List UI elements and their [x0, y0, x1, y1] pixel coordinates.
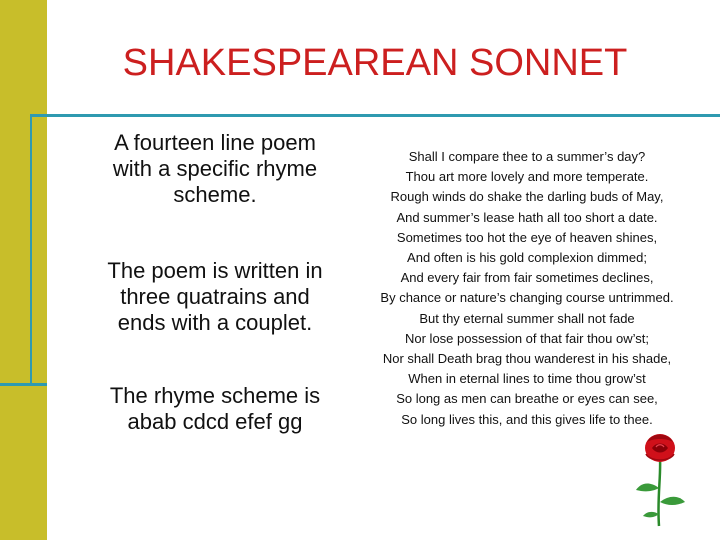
- bullet-rhyme-scheme: The rhyme scheme is abab cdcd efef gg: [109, 383, 321, 434]
- sonnet-line: By chance or nature’s changing course untrimmed.: [380, 290, 674, 306]
- sonnet-text: [362, 147, 692, 430]
- sonnet-line: But thy eternal summer shall not fade: [419, 310, 635, 326]
- sonnet-line: And often is his gold complexion dimmed;: [407, 250, 647, 266]
- sonnet-line: Nor shall Death brag thou wanderest in his shade,: [382, 351, 672, 367]
- slide-title: SHAKESPEAREAN SONNET: [122, 42, 628, 84]
- sonnet-line: Shall I compare thee to a summer’s day?: [408, 149, 646, 164]
- sonnet-line: Thou art more lovely and more temperate.: [405, 169, 649, 185]
- sonnet-line: Rough winds do shake the darling buds of May,: [390, 189, 664, 205]
- title-divider: [30, 114, 720, 117]
- sonnet-line: Sometimes too hot the eye of heaven shines,: [396, 229, 658, 245]
- rose-icon: [630, 428, 690, 528]
- vertical-divider: [30, 114, 32, 386]
- sidebar-divider: [0, 383, 47, 386]
- sonnet-line: So long lives this, and this gives life to thee.: [401, 411, 653, 427]
- sonnet-line: So long as men can breathe or eyes can see,: [396, 391, 658, 407]
- sidebar-accent: [0, 0, 47, 540]
- sonnet-line: And summer’s lease hath all too short a date.: [396, 209, 658, 225]
- bullet-quatrains: The poem is written in three quatrains and ends with a couplet.: [107, 258, 323, 335]
- bullet-fourteen-lines: A fourteen line poem with a specific rhyme scheme.: [112, 130, 318, 207]
- sonnet-line: When in eternal lines to time thou grow’st: [408, 371, 646, 387]
- sonnet-line: Nor lose possession of that fair thou ow’st;: [405, 330, 649, 346]
- sonnet-line: And every fair from fair sometimes declines,: [400, 270, 654, 286]
